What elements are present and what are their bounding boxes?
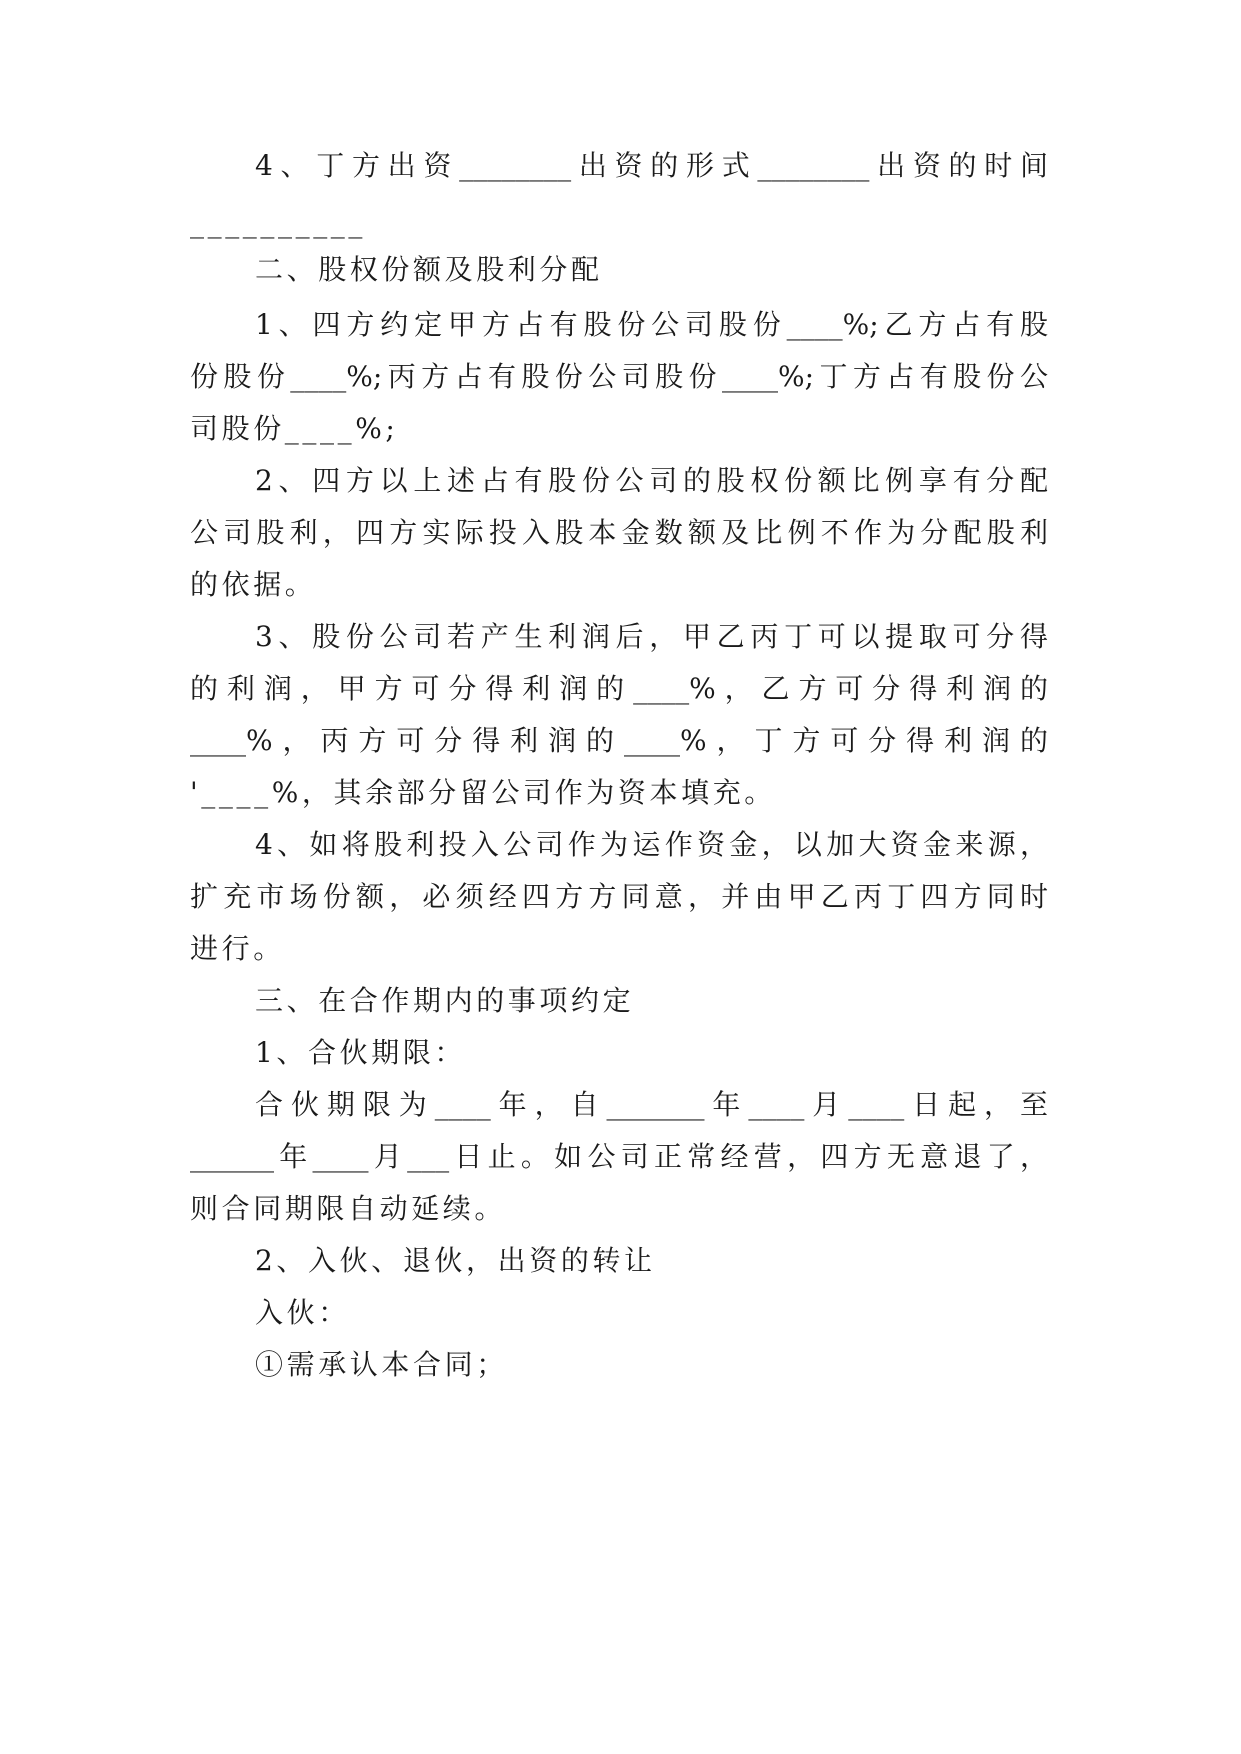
- paragraph-line: 入伙：: [255, 1296, 350, 1329]
- paragraph-line: ①需承认本合同；: [255, 1348, 508, 1381]
- paragraph-line: '____%，其余部分留公司作为资本填充。: [190, 776, 776, 809]
- paragraph-line: 则合同期限自动延续。: [190, 1192, 507, 1225]
- paragraph-line: 1、合伙期限：: [255, 1036, 467, 1069]
- paragraph-line: 2、入伙、退伙，出资的转让: [255, 1244, 656, 1277]
- paragraph-line: 合伙期限为____年，自_______年____月____日起，至: [255, 1088, 1048, 1121]
- paragraph-line: 进行。: [190, 932, 285, 965]
- section-heading: 二、股权份额及股利分配: [255, 253, 603, 286]
- paragraph-line: __________: [190, 206, 366, 239]
- paragraph-line: 的依据。: [190, 568, 317, 601]
- paragraph-line: ______年____月___日止。如公司正常经营，四方无意退了，: [190, 1140, 1048, 1173]
- paragraph-line: ____%，丙方可分得利润的____%，丁方可分得利润的: [190, 724, 1048, 757]
- paragraph-line: 3、股份公司若产生利润后，甲乙丙丁可以提取可分得: [255, 620, 1048, 653]
- paragraph-line: 司股份____%;: [190, 412, 399, 445]
- paragraph-line: 份股份____%;丙方占有股份公司股份____%;丁方占有股份公: [190, 360, 1048, 393]
- paragraph-line: 扩充市场份额，必须经四方方同意，并由甲乙丙丁四方同时: [190, 880, 1048, 913]
- section-heading: 三、在合作期内的事项约定: [255, 984, 635, 1017]
- paragraph-line: 1、四方约定甲方占有股份公司股份____%;乙方占有股: [255, 308, 1048, 341]
- paragraph-line: 2、四方以上述占有股份公司的股权份额比例享有分配: [255, 464, 1048, 497]
- paragraph-line: 的利润，甲方可分得利润的____%，乙方可分得利润的: [190, 672, 1048, 705]
- paragraph-line: 公司股利，四方实际投入股本金数额及比例不作为分配股利: [190, 516, 1048, 549]
- paragraph-line: 4、如将股利投入公司作为运作资金，以加大资金来源，: [255, 828, 1048, 861]
- paragraph-line: 4、丁方出资________出资的形式________出资的时间: [255, 149, 1048, 182]
